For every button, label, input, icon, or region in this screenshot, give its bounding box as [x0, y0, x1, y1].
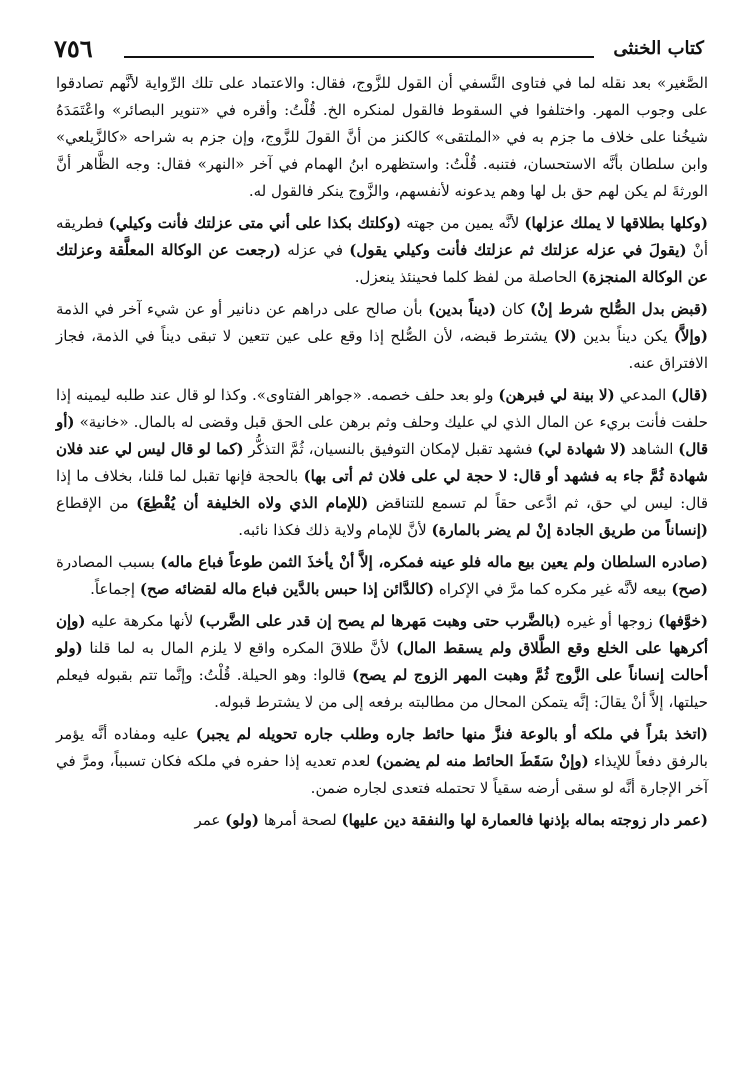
bold-text-segment: (أو قال) [56, 413, 708, 458]
text-segment: الصَّغير» بعد نقله لما في فتاوى النَّسفي أن القول للزَّوج، فقال: والاعتماد على تلك الرِّواية لأنَّهم تصادقوا على وجوب المهر. واختلفوا في السقوط فالقول لمنكره الخ. قُلْتُ: وأقره في «تنوير البصائر» واعْتَمَدَهُ شيخُنا على خلاف ما جزم به في «الملتقى» كالكنز من أنَّ القولَ للزَّوج، وإن جزم به شراحه «كالزَّيلعي» وابن سلطان بأنَّه الاستحسان، فتنبه. قُلْتُ: واستظهره ابنُ الهمام في آخر «النهر» فقال: وجه الظَّاهر أنَّ الورثةَ لم يكن لهم حق بل لها وهم يدعونه لأنفسهم، والزَّوج ينكر فالقول له. [56, 74, 708, 200]
paragraph [56, 296, 708, 377]
text-segment: قالوا: وهو الحيلة. قُلْتُ: وإنَّما تتم بقبوله فيعلم حيلتها، إلاَّ أنْ يقالَ: إنَّه يتمكن المحال من مطالبته برفعه إلى من لا يشترط قبوله. [56, 666, 708, 711]
text-segment: الشاهد [626, 440, 679, 458]
text-segment: إجماعاً. [90, 580, 140, 598]
text-segment: يكن ديناً بدين [576, 327, 674, 345]
bold-text-segment: (يقولَ في عزله عزلتك ثم عزلتك فأنت وكيلي يقول) [349, 241, 687, 259]
text-segment: لأنها مكرهة عليه [85, 612, 199, 630]
text-segment: الحاصلة من لفظ كلما فحينئذ ينعزل. [354, 268, 582, 286]
bold-text-segment: (وإلاَّ) [673, 327, 708, 345]
text-segment: يشترط قبضه، لأن الصُّلح إذا وقع على عين تتعين لا تبقى ديناً في الذمة، فجاز الافتراق عنه. [56, 327, 708, 372]
bold-text-segment: (خوَّفها) [658, 612, 709, 630]
header-rule [124, 56, 594, 58]
paragraph [56, 549, 708, 603]
text-segment: لأنَّ طلاقَ المكره واقع لا يلزم المال به لما قلنا [82, 639, 397, 657]
text-segment: عمر [194, 811, 226, 829]
text-segment: لأنَّ للإمام ولاية ذلك فكذا نائبه. [238, 521, 432, 539]
paragraph [56, 210, 708, 291]
text-segment: بيعه لأنَّه غير مكره كما مرَّ في الإكراه [434, 580, 672, 598]
text-segment: فشهد تقبل لإمكان التوفيق بالنسيان، ثُمَّ التذكُّر [243, 440, 538, 458]
text-segment: زوجها أو غيره [561, 612, 659, 630]
page-header [54, 32, 704, 72]
bold-text-segment: (عمر دار زوجته بماله بإذنها فالعمارة لها والنفقة دين عليها) [341, 811, 708, 829]
text-segment: عليه ومفاده أنَّه يؤمر بالرفق دفعاً للإيذاء [56, 725, 708, 770]
text-segment: بسبب المصادرة [56, 553, 161, 571]
text-segment: لعدم تعديه إذا حفره في ملكه فكان تسبباً، ومرَّ في آخر الإجارة أنَّه لو سقى أرضه سقياً لا تحتمله فتعدى لجاره ضمن. [56, 752, 708, 797]
text-segment: بالحجة فإنها تقبل لما قلنا، بخلاف ما إذا قال: ليس لي حق، ثم ادَّعى حقاً لم تسمع للتناقض [56, 467, 708, 512]
text-segment: المدعي [614, 386, 672, 404]
page-number: ٧٥٦ [54, 34, 93, 63]
bold-text-segment: (كالدَّائن إذا حبس بالدَّين فباع ماله لقضائه صح) [139, 580, 435, 598]
bold-text-segment: (قال) [671, 386, 708, 404]
bold-text-segment: (ديناً بدين) [428, 300, 497, 318]
paragraph [56, 70, 708, 205]
bold-text-segment: (ولو أحالت إنساناً على الزَّوج ثُمَّ وهبت المهر الزوج لم يصح) [56, 639, 708, 684]
bold-text-segment: (صح) [671, 580, 708, 598]
paragraph [56, 807, 708, 834]
bold-text-segment: (اتخذ بئراً في ملكه أو بالوعة فنزَّ منها حائط جاره وطلب جاره تحويله لم يجبر) [195, 725, 708, 743]
page-content [56, 70, 708, 839]
text-segment: لصحة أمرها [258, 811, 342, 829]
bold-text-segment: (كما لو قال ليس لي عند فلان شهادة ثُمَّ جاء به فشهد أو قال: لا حجة لي على فلان ثم أتى بها) [56, 440, 709, 485]
bold-text-segment: (وكلها بطلاقها لا يملك عزلها) [524, 214, 708, 232]
text-segment: كان [496, 300, 531, 318]
bold-text-segment: (لا) [553, 327, 577, 345]
bold-text-segment: (رجعت عن الوكالة المعلَّقة وعزلتك عن الوكالة المنجزة) [56, 241, 708, 286]
paragraph [56, 382, 708, 544]
text-segment: في عزله [281, 241, 350, 259]
bold-text-segment: (لا شهادة لي) [537, 440, 627, 458]
bold-text-segment: (صادره السلطان ولم يعين بيع ماله فلو عينه فمكره، إلاَّ أنْ يأخذَ الثمن طوعاً فباع ماله) [160, 553, 708, 571]
text-segment: فطريقه أنْ [56, 214, 708, 259]
bold-text-segment: (إنساناً من طريق الجادة إنْ لم يضر بالمارة) [431, 521, 708, 539]
bold-text-segment: (وكلتك بكذا على أني متى عزلتك فأنت وكيلي) [108, 214, 402, 232]
bold-text-segment: (للإمام الذي ولاه الخليفة أن يُقْطِعَ) [136, 494, 369, 512]
bold-text-segment: (لا بينة لي فبرهن) [498, 386, 615, 404]
book-title: كتاب الخنثى [613, 38, 704, 59]
bold-text-segment: (وإنْ سَقَطَ الحائط منه لم يضمن) [375, 752, 589, 770]
bold-text-segment: (وإن أكرهها على الخلع وقع الطَّلاق ولم يسقط المال) [56, 612, 708, 657]
paragraph [56, 608, 708, 716]
text-segment: ولو بعد حلف خصمه. «جواهر الفتاوى». وكذا لو قال عند طلبه ليمينه إذا حلفت فأنت بريء عن المال الذي لي عليك وحلف وثم برهن على الحق قبل وقضى له بالمال. «خانية» [56, 386, 708, 431]
paragraph [56, 721, 708, 802]
text-segment: بأن صالح على دراهم عن دنانير أو عن شيء آخر في الذمة [56, 300, 429, 318]
bold-text-segment: (ولو) [225, 811, 259, 829]
text-segment: لأنَّه يمين من جهته [401, 214, 525, 232]
text-segment: من الإقطاع [56, 494, 137, 512]
bold-text-segment: (بالضَّرب حتى وهبت مَهرها لم يصح إن قدر على الضَّرب) [198, 612, 562, 630]
bold-text-segment: (قبض بدل الصُّلح شرط إنْ) [530, 300, 708, 318]
